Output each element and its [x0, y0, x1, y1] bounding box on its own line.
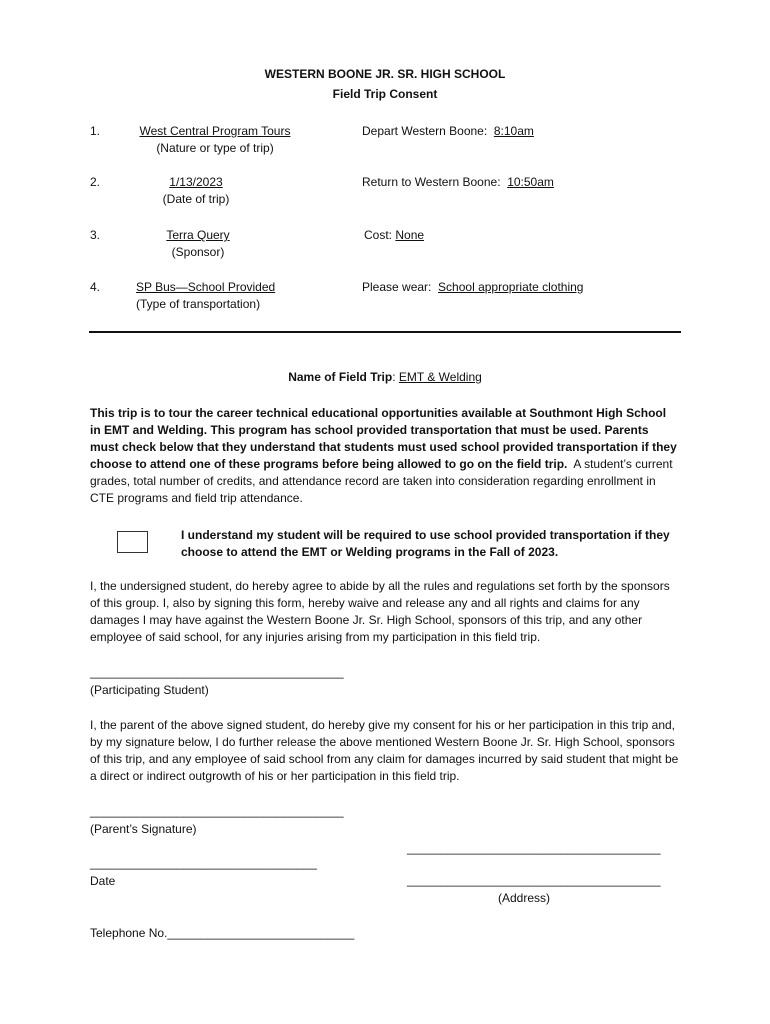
trip-type-value: West Central Program Tours — [139, 124, 291, 138]
trip-description-normal: A student’s current grades, total number of credits, and attendance record are taken into consideration regarding enrollment in CTE programs and field trip attendance. — [90, 457, 673, 505]
depart-time: 8:10am — [493, 124, 534, 138]
field-trip-name-label: Name of Field Trip — [288, 370, 393, 384]
parent-signature-line[interactable]: ______________________________________ — [90, 804, 344, 818]
address-label: (Address) — [498, 891, 551, 905]
cost-label: Cost: — [364, 228, 393, 242]
acknowledgement-checkbox[interactable] — [117, 531, 148, 553]
field-trip-name-value: EMT & Welding — [398, 370, 482, 384]
sponsor-caption: (Sponsor) — [171, 245, 225, 259]
transport-value: SP Bus—School Provided — [136, 280, 276, 294]
field-trip-name: Name of Field Trip: EMT & Welding — [288, 370, 482, 384]
sponsor-value: Terra Query — [166, 228, 230, 242]
attire-row — [362, 280, 583, 294]
parent-release-text: I, the parent of the above signed student, do hereby give my consent for his or her participation in this trip and, by my signature below, I do further release the above mentioned Western Boone Jr. Sr. High School, sponsors of this trip, and any employee of said school from any claim for damages incurred by said student that might be a direct or indirect outgrowth of his or her participation in this field trip. — [90, 718, 679, 783]
depart-row — [362, 124, 534, 138]
section-divider — [89, 331, 681, 333]
telephone-label: Telephone No. — [90, 926, 168, 940]
telephone-line[interactable]: ____________________________ — [167, 926, 355, 940]
trip-type-caption: (Nature or type of trip) — [156, 141, 274, 155]
transport-caption: (Type of transportation) — [136, 297, 261, 311]
trip-date-caption: (Date of trip) — [162, 192, 230, 206]
return-row — [362, 175, 554, 189]
return-time: 10:50am — [507, 175, 554, 189]
depart-label: Depart Western Boone: — [362, 124, 488, 138]
acknowledgement-text: I understand my student will be required to use school provided transportation if they choose to attend the EMT or Welding programs in the Fall of 2023. — [181, 528, 670, 559]
trip-date-value: 1/13/2023 — [169, 175, 223, 189]
cost-value: None — [395, 228, 425, 242]
date-label: Date — [90, 874, 116, 888]
attire-label: Please wear: — [362, 280, 432, 294]
return-label: Return to Western Boone: — [362, 175, 501, 189]
student-release-text: I, the undersigned student, do hereby agree to abide by all the rules and regulations set forth by the sponsors of this group. I, also by signing this form, hereby waive and release any and all rights and claims for any damages I may have against the Western Boone Jr. Sr. High School, sponsors of this trip, and any other employee of said school, for any injuries arising from my participation in this field trip. — [90, 579, 670, 644]
item-number: 1. — [90, 124, 101, 138]
attire-value: School appropriate clothing — [438, 280, 584, 294]
student-signature-label: (Participating Student) — [90, 683, 209, 697]
item-number: 3. — [90, 228, 101, 242]
school-name: WESTERN BOONE JR. SR. HIGH SCHOOL — [264, 67, 506, 81]
student-signature-line[interactable]: ______________________________________ — [90, 665, 344, 679]
item-number: 2. — [90, 175, 101, 189]
trip-description-bold: This trip is to tour the career technical educational opportunities available at Southmont High School in EMT and Welding. This program has school provided transportation that must be used. Parents must check below that they understand that students must used school provided transportation if they choose to attend one of these programs before being allowed to go on the field trip. — [90, 406, 677, 471]
address-line-2[interactable]: ______________________________________ — [407, 873, 661, 887]
parent-signature-label: (Parent’s Signature) — [90, 822, 197, 836]
cost-row — [364, 228, 424, 242]
telephone-field[interactable] — [90, 926, 354, 940]
form-title: Field Trip Consent — [332, 87, 438, 101]
trip-description — [90, 405, 680, 507]
date-line[interactable]: __________________________________ — [90, 856, 317, 870]
item-number: 4. — [90, 280, 101, 294]
address-line-1[interactable]: ______________________________________ — [407, 841, 661, 855]
